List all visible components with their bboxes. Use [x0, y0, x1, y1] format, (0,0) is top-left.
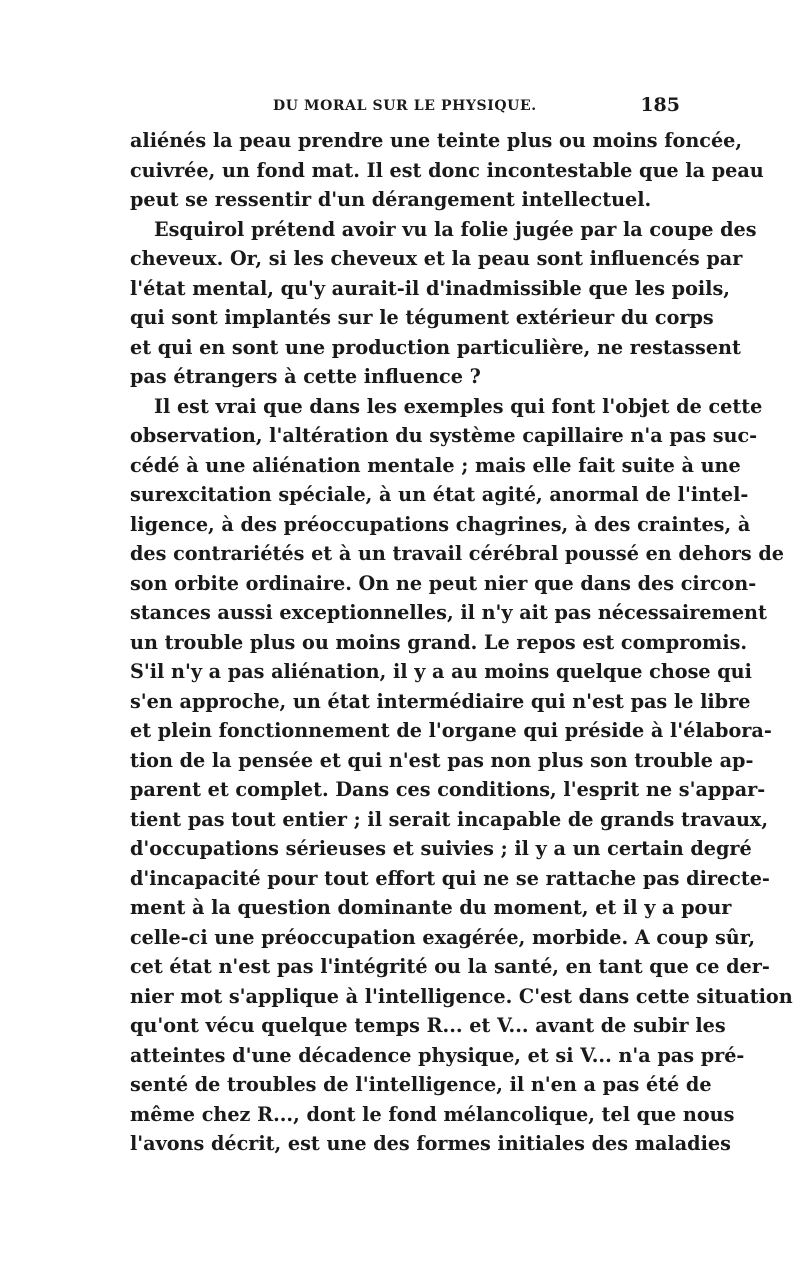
text-line: s'en approche, un état intermédiaire qui n'est pas le libre [130, 689, 751, 713]
text-line: son orbite ordinaire. On ne peut nier que dans des circon- [130, 571, 757, 595]
body-text [130, 126, 793, 1159]
text-line: qui sont implantés sur le tégument extérieur du corps [130, 306, 714, 329]
text-line: Il est vrai que dans les exemples qui font l'objet de cette [154, 394, 763, 418]
text-line: cet état n'est pas l'intégrité ou la santé, en tant que ce der- [130, 955, 770, 978]
text-line: senté de troubles de l'intelligence, il n'en a pas été de [130, 1073, 712, 1096]
text-line: l'état mental, qu'y aurait-il d'inadmissible que les poils, [130, 276, 730, 300]
text-line: et qui en sont une production particulière, ne restassent [130, 335, 741, 359]
text-line: même chez R..., dont le fond mélancolique, tel que nous [130, 1102, 735, 1126]
text-line: surexcitation spéciale, à un état agité, anormal de l'intel- [130, 483, 749, 506]
text-line: cuivrée, un fond mat. Il est donc incontestable que la peau [130, 158, 764, 182]
text-line: S'il n'y a pas aliénation, il y a au moins quelque chose qui [130, 660, 752, 683]
text-line: stances aussi exceptionnelles, il n'y ait pas nécessairement [130, 601, 767, 624]
running-title: DU MORAL SUR LE PHYSIQUE. [273, 98, 537, 114]
text-line: cédé à une aliénation mentale ; mais elle fait suite à une [130, 453, 741, 477]
text-line: cheveux. Or, si les cheveux et la peau sont influencés par [130, 247, 743, 270]
text-line: un trouble plus ou moins grand. Le repos est compromis. [130, 630, 748, 654]
text-line: qu'ont vécu quelque temps R... et V... avant de subir les [130, 1014, 726, 1037]
text-line: nier mot s'applique à l'intelligence. C'est dans cette situation [130, 984, 793, 1008]
page-number: 185 [640, 94, 680, 116]
text-line: d'occupations sérieuses et suivies ; il y a un certain degré [130, 837, 752, 860]
text-line: l'avons décrit, est une des formes initiales des maladies [130, 1132, 731, 1155]
text-line: atteintes d'une décadence physique, et si V... n'a pas pré- [130, 1043, 745, 1067]
text-line: tion de la pensée et qui n'est pas non plus son trouble ap- [130, 748, 754, 772]
text-line: peut se ressentir d'un dérangement intellectuel. [130, 188, 652, 211]
text-line: parent et complet. Dans ces conditions, l'esprit ne s'appar- [130, 778, 766, 801]
text-line: ment à la question dominante du moment, et il y a pour [130, 896, 732, 919]
text-line: ligence, à des préoccupations chagrines, à des craintes, à [130, 512, 751, 536]
text-line: celle-ci une préoccupation exagérée, morbide. A coup sûr, [130, 925, 756, 949]
text-line: tient pas tout entier ; il serait incapable de grands travaux, [130, 807, 769, 831]
text-line: aliénés la peau prendre une teinte plus ou moins foncée, [130, 129, 743, 152]
running-head [130, 94, 680, 120]
text-line: d'incapacité pour tout effort qui ne se rattache pas directe- [130, 866, 770, 890]
text-line: des contrariétés et à un travail cérébral poussé en dehors de [130, 542, 785, 565]
text-line: pas étrangers à cette influence ? [130, 365, 481, 388]
text-line: observation, l'altération du système capillaire n'a pas suc- [130, 424, 758, 447]
text-line: et plein fonctionnement de l'organe qui préside à l'élabora- [130, 719, 772, 742]
text-line: Esquirol prétend avoir vu la folie jugée par la coupe des [154, 217, 757, 241]
